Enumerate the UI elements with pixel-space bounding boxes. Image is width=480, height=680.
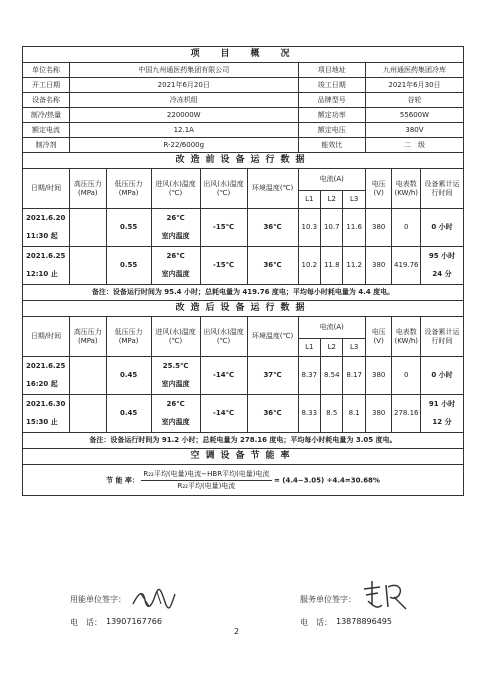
col-datetime: 日期/时间 <box>23 169 70 209</box>
col-datetime: 日期/时间 <box>23 317 70 357</box>
row-outlet: -15℃ <box>200 247 247 285</box>
col-ambient: 环境温度(℃) <box>247 169 298 209</box>
row-l2: 11.8 <box>321 247 343 285</box>
row-l1: 10.3 <box>298 209 320 247</box>
saving-numerator: R₂₂平均(电量)电流−HBR平均(电量)电流 <box>141 470 271 481</box>
row-lp: 0.45 <box>106 357 151 395</box>
row-inlet-note: 室内温度 <box>161 232 190 240</box>
row-time: 12:10 止 <box>26 270 58 278</box>
row-date: 2021.6.20 <box>26 214 66 222</box>
row-l2: 8.54 <box>321 357 343 395</box>
row-l3: 8.17 <box>343 357 365 395</box>
user-sign-label: 用能单位签字： <box>70 595 126 604</box>
row-hp <box>69 209 106 247</box>
row-meter: 278.16 <box>392 395 421 433</box>
row-runtime-h: 0 小时 <box>431 371 453 379</box>
refrigerant: R-22/6000g <box>69 138 298 153</box>
row-l3: 8.1 <box>343 395 365 433</box>
row-meter: 419.76 <box>392 247 421 285</box>
row-l2: 10.7 <box>321 209 343 247</box>
row-outlet: -14℃ <box>200 357 247 395</box>
row-inlet-note: 室内温度 <box>161 418 190 426</box>
row-voltage: 380 <box>365 247 392 285</box>
col-ambient: 环境温度(℃) <box>247 317 298 357</box>
row-voltage: 380 <box>365 357 392 395</box>
row-l1: 8.33 <box>298 395 320 433</box>
refrigerant-label: 制冷剂 <box>23 138 70 153</box>
page-number: 2 <box>234 627 240 636</box>
efficiency-label: 能效比 <box>298 138 365 153</box>
row-inlet-note: 室内温度 <box>161 270 190 278</box>
row-hp <box>69 247 106 285</box>
finish-date-label: 竣工日期 <box>298 78 365 93</box>
rated-current-label: 额定电流 <box>23 123 70 138</box>
saving-result: = (4.4−3.05) ÷4.4=30.68% <box>273 476 380 484</box>
row-runtime-m: 24 分 <box>432 270 452 278</box>
report-sheet <box>22 46 464 496</box>
col-hp: 高压压力(MPa) <box>69 317 106 357</box>
col-current: 电流(A) <box>298 317 365 339</box>
row-date: 2021.6.25 <box>26 362 66 370</box>
row-time: 16:20 起 <box>26 380 58 388</box>
saving-label: 节 能 率： <box>106 476 139 484</box>
finish-date: 2021年6月30日 <box>365 78 463 93</box>
row-ambient: 36℃ <box>247 247 298 285</box>
row-lp: 0.45 <box>106 395 151 433</box>
equipment-name: 冷冻机组 <box>69 93 298 108</box>
after-note: 备注：设备运行时间为 91.2 小时；总耗电量为 278.16 度电；平均每小时耗电量为 3.05 度电。 <box>23 433 464 449</box>
saving-fraction <box>141 470 271 491</box>
col-inlet: 进风(水)温度(℃) <box>151 317 200 357</box>
col-voltage: 电压(V) <box>365 169 392 209</box>
brand-model: 谷轮 <box>365 93 463 108</box>
project-address: 九州通医药集团冷库 <box>365 63 463 78</box>
user-phone: 13907167766 <box>106 617 162 626</box>
col-meter: 电表数(KW/h) <box>392 317 421 357</box>
row-l1: 8.37 <box>298 357 320 395</box>
col-l1: L1 <box>298 339 320 357</box>
row-runtime-h: 95 小时 <box>428 252 456 260</box>
col-lp: 低压压力(MPa) <box>106 169 151 209</box>
efficiency: 二 级 <box>365 138 463 153</box>
row-l2: 8.5 <box>321 395 343 433</box>
row-ambient: 37℃ <box>247 357 298 395</box>
row-l3: 11.6 <box>343 209 365 247</box>
row-runtime-h: 0 小时 <box>431 223 453 231</box>
col-meter: 电表数(KW/h) <box>392 169 421 209</box>
unit-name-label: 单位名称 <box>23 63 70 78</box>
row-inlet-temp: 25.5℃ <box>162 362 189 370</box>
table-row <box>23 395 464 433</box>
row-lp: 0.55 <box>106 209 151 247</box>
page-title: 项 目 概 况 <box>23 47 464 63</box>
row-l3: 11.2 <box>343 247 365 285</box>
col-outlet: 出风(水)温度(℃) <box>200 169 247 209</box>
before-section-title: 改造前设备运行数据 <box>23 153 464 169</box>
row-date: 2021.6.25 <box>26 252 66 260</box>
col-current: 电流(A) <box>298 169 365 191</box>
start-date: 2021年6月20日 <box>69 78 298 93</box>
row-voltage: 380 <box>365 209 392 247</box>
col-l2: L2 <box>321 339 343 357</box>
rated-voltage: 380V <box>365 123 463 138</box>
table-row <box>23 357 464 395</box>
service-phone: 13878896495 <box>336 617 392 626</box>
rated-power-label: 额定功率 <box>298 108 365 123</box>
row-meter: 0 <box>392 209 421 247</box>
table-row <box>23 209 464 247</box>
rated-power: 55600W <box>365 108 463 123</box>
row-meter: 0 <box>392 357 421 395</box>
power-value: 220000W <box>69 108 298 123</box>
col-runtime: 设备累计运行时间 <box>421 169 464 209</box>
saving-denominator: R₂₂平均(电量)电流 <box>177 481 236 490</box>
saving-section-title: 空调设备节能率 <box>23 449 464 465</box>
col-inlet: 进风(水)温度(℃) <box>151 169 200 209</box>
service-sign-label: 服务单位签字： <box>300 595 356 604</box>
start-date-label: 开工日期 <box>23 78 70 93</box>
col-lp: 低压压力(MPa) <box>106 317 151 357</box>
col-l3: L3 <box>343 191 365 209</box>
row-hp <box>69 395 106 433</box>
user-phone-label: 电 话： <box>70 618 102 627</box>
rated-voltage-label: 额定电压 <box>298 123 365 138</box>
row-ambient: 36℃ <box>247 395 298 433</box>
saving-formula <box>23 465 464 496</box>
equipment-name-label: 设备名称 <box>23 93 70 108</box>
brand-model-label: 品牌型号 <box>298 93 365 108</box>
row-ambient: 36℃ <box>247 209 298 247</box>
col-hp: 高压压力(MPa) <box>69 169 106 209</box>
power-label: 制冷/热量 <box>23 108 70 123</box>
row-inlet-note: 室内温度 <box>161 380 190 388</box>
row-hp <box>69 357 106 395</box>
service-phone-label: 电 话： <box>300 618 332 627</box>
rated-current: 12.1A <box>69 123 298 138</box>
col-l1: L1 <box>298 191 320 209</box>
row-time: 15:30 止 <box>26 418 58 426</box>
row-runtime-h: 91 小时 <box>428 400 456 408</box>
row-voltage: 380 <box>365 395 392 433</box>
col-l3: L3 <box>343 339 365 357</box>
after-section-title: 改造后设备运行数据 <box>23 301 464 317</box>
col-outlet: 出风(水)温度(℃) <box>200 317 247 357</box>
row-l1: 10.2 <box>298 247 320 285</box>
row-inlet-temp: 26℃ <box>166 252 185 260</box>
row-inlet-temp: 26℃ <box>166 400 185 408</box>
row-inlet-temp: 26℃ <box>166 214 185 222</box>
service-signature-image <box>360 579 410 611</box>
unit-name: 中国九州通医药集团有限公司 <box>69 63 298 78</box>
row-runtime-m: 12 分 <box>432 418 452 426</box>
before-note: 备注：设备运行时间为 95.4 小时；总耗电量为 419.76 度电；平均每小时耗电量为 4.4 度电。 <box>23 285 464 301</box>
project-address-label: 项目地址 <box>298 63 365 78</box>
row-lp: 0.55 <box>106 247 151 285</box>
col-voltage: 电压(V) <box>365 317 392 357</box>
row-outlet: -14℃ <box>200 395 247 433</box>
row-outlet: -15℃ <box>200 209 247 247</box>
col-l2: L2 <box>321 191 343 209</box>
table-row <box>23 247 464 285</box>
col-runtime: 设备累计运行时间 <box>421 317 464 357</box>
report-table <box>22 46 464 496</box>
row-date: 2021.6.30 <box>26 400 66 408</box>
row-time: 11:30 起 <box>26 232 58 240</box>
user-signature-image <box>131 586 177 610</box>
